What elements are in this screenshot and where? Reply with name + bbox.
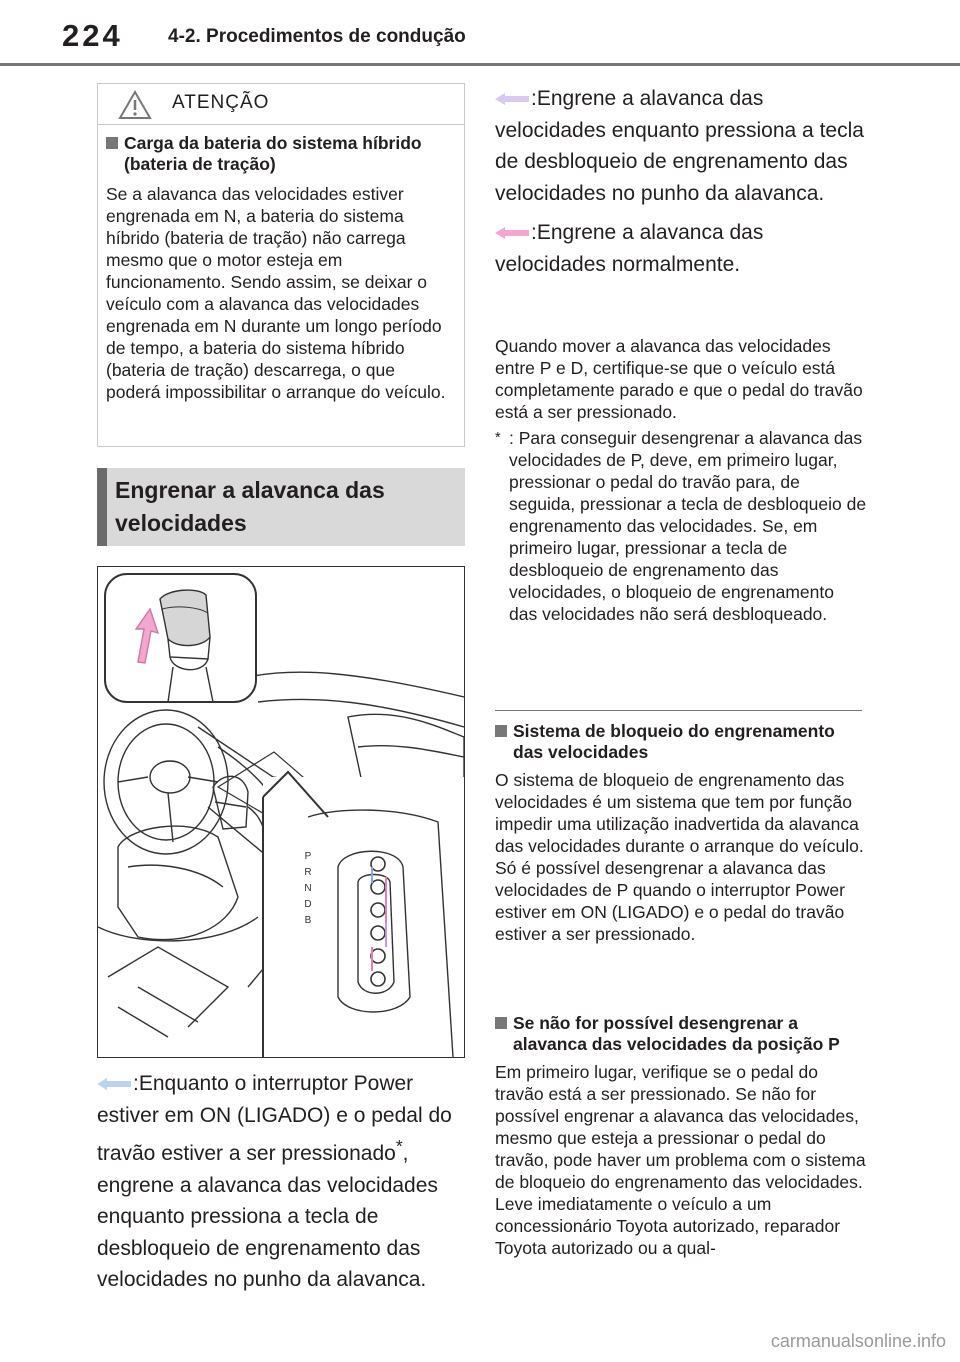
warning-title: ATENÇÃO xyxy=(172,92,270,113)
item1-text-cont: , engrene a alavanca das velocidades enquanto pressiona a tecla de desbloqueio de engrenamento das velocidades no punho da alavanca. xyxy=(97,1142,438,1291)
instruction-item-3 xyxy=(495,217,867,280)
square-bullet-icon xyxy=(495,1017,507,1029)
warning-subtitle xyxy=(106,133,450,175)
square-bullet-icon xyxy=(106,137,118,149)
cannot-shift-section xyxy=(495,1011,867,1259)
warning-subtitle-text: Carga da bateria do sistema híbrido (bateria de tração) xyxy=(124,133,422,174)
shift-lock-section xyxy=(495,719,867,945)
square-bullet-icon xyxy=(495,725,507,737)
watermark: carmanualsonline.info xyxy=(770,1331,946,1351)
shift-note xyxy=(495,335,867,625)
blue-arrow-icon xyxy=(97,1077,131,1091)
page-number: 224 xyxy=(62,18,123,53)
gate-letter-n: N xyxy=(304,883,312,894)
instruction-items-2-3 xyxy=(495,83,867,280)
shift-lock-heading-text: Sistema de bloqueio do engrenamento das velocidades xyxy=(513,721,835,762)
gate-letter-r: R xyxy=(304,867,312,878)
illustration-svg xyxy=(98,567,464,1057)
instruction-item-1 xyxy=(97,1068,465,1296)
section-heading xyxy=(97,468,465,546)
left-column xyxy=(97,83,465,1291)
section-divider xyxy=(495,710,862,711)
instruction-item-2 xyxy=(495,83,867,209)
gate-letter-b: B xyxy=(304,915,312,926)
item1-footnote-mark: * xyxy=(395,1136,403,1156)
shift-lever-illustration xyxy=(97,566,465,1058)
cannot-shift-body: Em primeiro lugar, verifique se o pedal do travão está a ser pressionado. Se não for possível engrenar a alavanca das velocidades, mesmo que esteja a pressionar o pedal do travão, pode haver um problema com o sistema de bloqueio do engrenamento das velocidades. Leve imediatamente o veículo a um concessionário Toyota autorizado, reparador Toyota autorizado ou a qual- xyxy=(495,1062,866,1258)
shift-note-text: Quando mover a alavanca das velocidades entre P e D, certifique-se que o veículo está completamente parado e que o pedal do travão está a ser pressionado. xyxy=(495,336,863,422)
light-purple-arrow-icon xyxy=(495,92,529,106)
warning-header xyxy=(98,84,464,125)
warning-box xyxy=(97,83,465,447)
footnote-text: : Para conseguir desengrenar a alavanca das velocidades de P, deve, em primeiro lugar, pressionar o pedal do travão para, de seguida, pressionar a tecla de desbloqueio de engrenamento das velocidades. Se, em primeiro lugar, pressionar a tecla de desbloqueio de engrenamento das velocidades, o bloqueio de engrenamento das velocidades não será desbloqueado. xyxy=(509,428,867,624)
gate-letter-p: P xyxy=(304,851,312,862)
page-header xyxy=(0,0,960,64)
item3-text: :Engrene a alavanca das velocidades normalmente. xyxy=(495,221,764,276)
item2-text: :Engrene a alavanca das velocidades enquanto pressiona a tecla de desbloqueio de engrenamento das velocidades no punho da alavanca. xyxy=(495,87,864,205)
section-title: 4-2. Procedimentos de condução xyxy=(168,26,466,47)
header-divider xyxy=(0,63,960,66)
cannot-shift-heading-text: Se não for possível desengrenar a alavanca das velocidades da posição P xyxy=(513,1013,840,1054)
warning-body xyxy=(98,125,464,403)
warning-triangle-icon xyxy=(118,90,152,120)
warning-text: Se a alavanca das velocidades estiver engrenada em N, a bateria do sistema híbrido (bateria de tração) não carrega mesmo que o motor esteja em funcionamento. Sendo assim, se deixar o veículo com a alavanca das velocidades engrenada em N durante um longo período de tempo, a bateria do sistema híbrido (bateria de tração) descarrega, o que poderá impossibilitar o arranque do veículo. xyxy=(106,184,446,402)
shift-lock-body: O sistema de bloqueio de engrenamento das velocidades é um sistema que tem por função impedir uma utilização inadvertida da alavanca das velocidades durante o arranque do veículo. Só é possível desengrenar a alavanca das velocidades de P quando o interruptor Power estiver em ON (LIGADO) e o pedal do travão estiver a ser pressionado. xyxy=(495,770,864,944)
section-heading-text: Engrenar a alavanca das velocidades xyxy=(115,477,385,536)
cannot-shift-heading xyxy=(495,1013,867,1055)
footnote xyxy=(495,427,867,625)
shift-lock-heading xyxy=(495,721,867,763)
heading-accent xyxy=(97,468,107,546)
footnote-mark: * xyxy=(495,430,501,446)
pink-arrow-icon xyxy=(495,226,529,240)
item1-text: :Enquanto o interruptor Power estiver em ON (LIGADO) e o pedal do travão estiver a ser pressionado xyxy=(97,1072,452,1165)
gate-letter-d: D xyxy=(304,899,312,910)
